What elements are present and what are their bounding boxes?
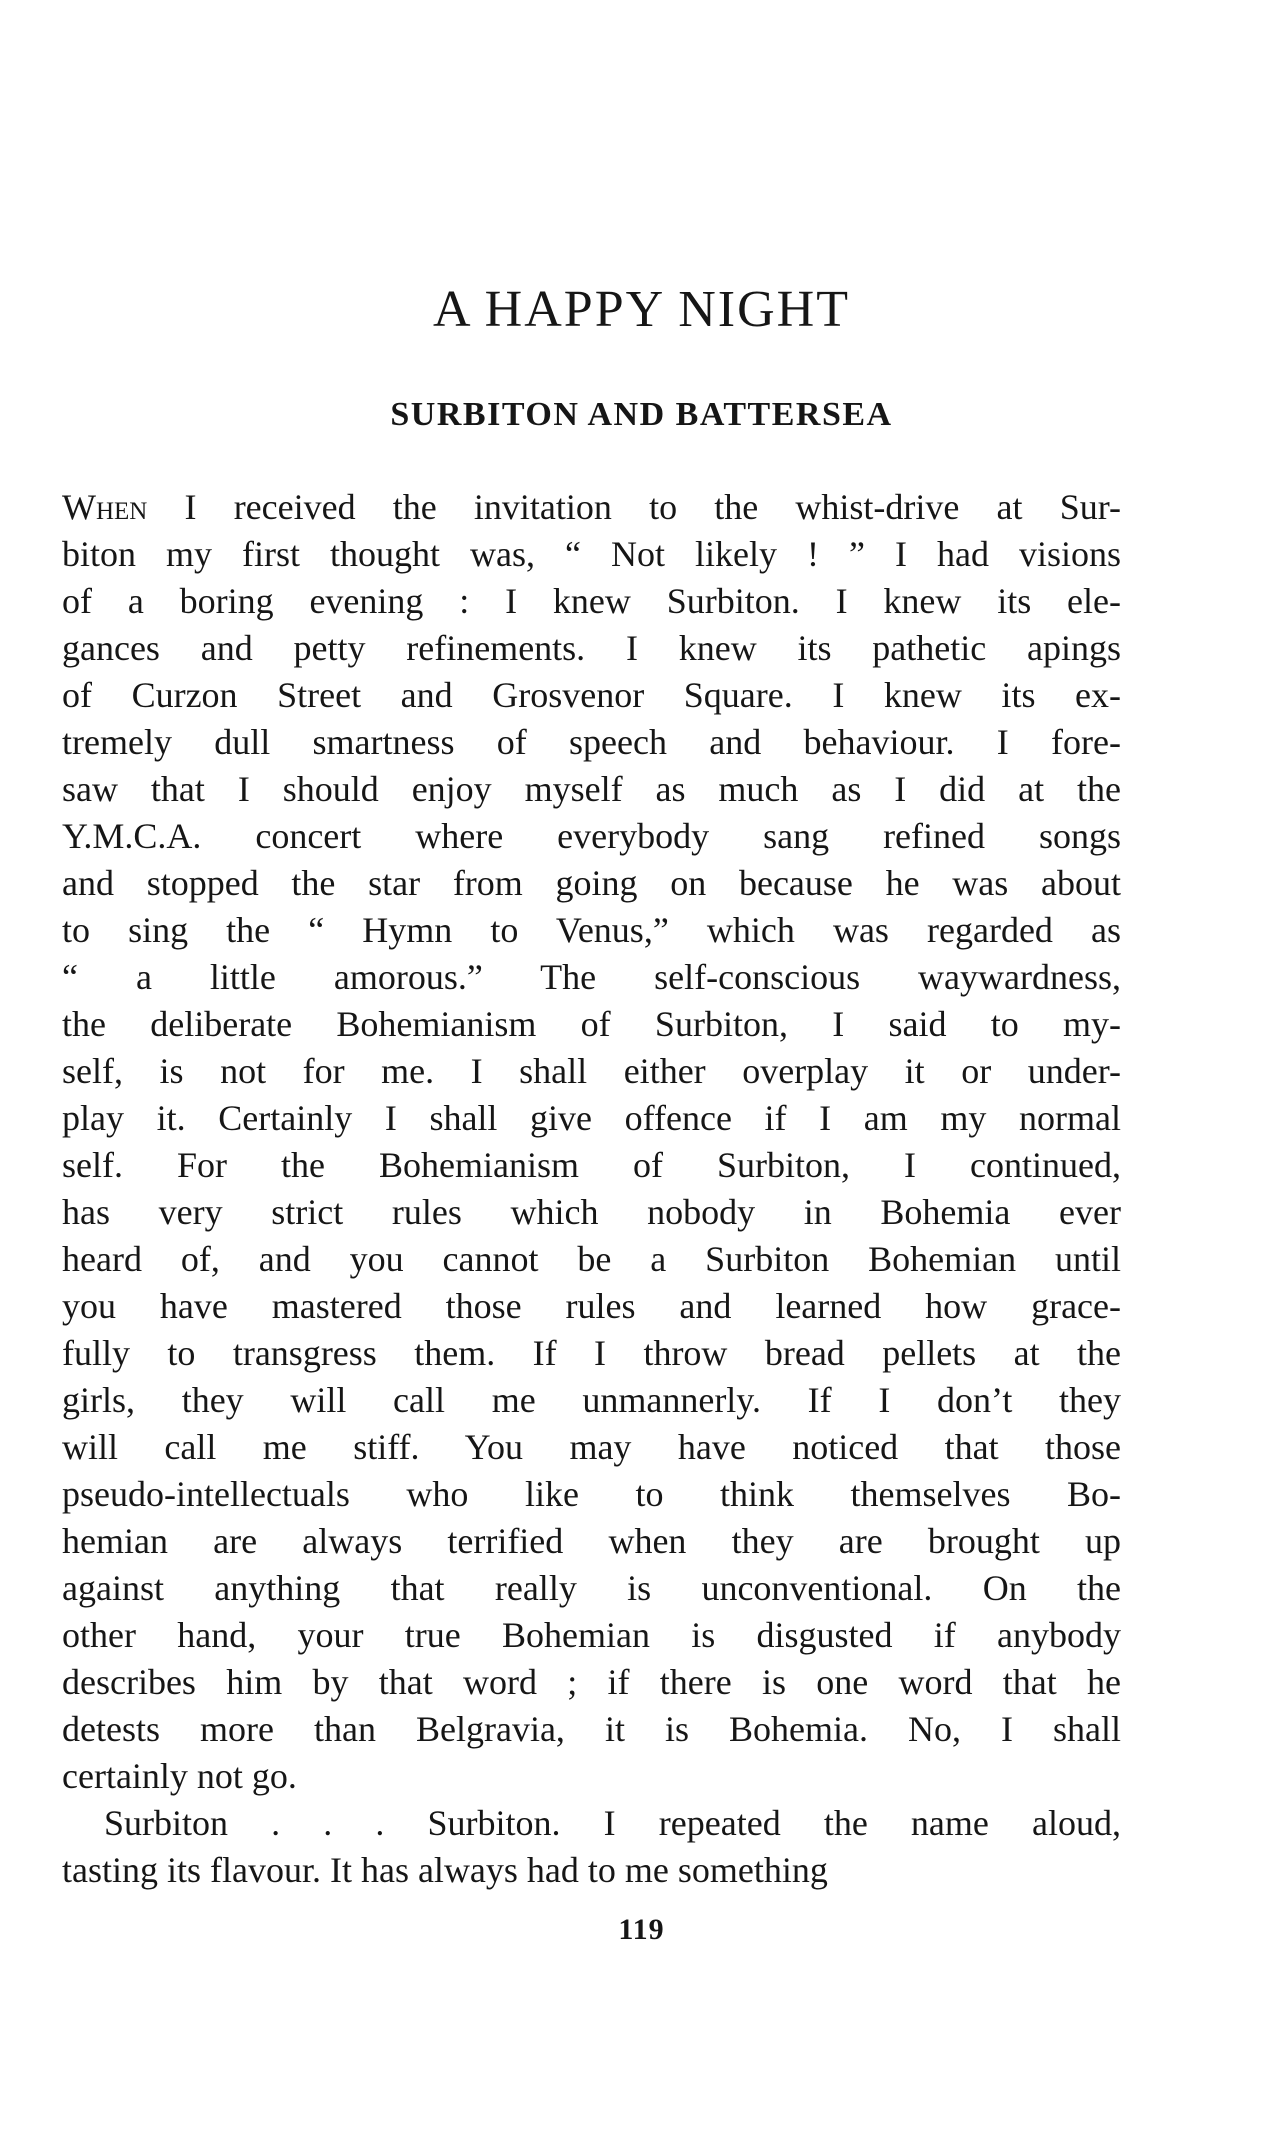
text-line: and stopped the star from going on because he was about [62, 863, 1121, 903]
text-line: certainly not go. [62, 1756, 297, 1796]
text-line: self, is not for me. I shall either overplay it or under- [62, 1051, 1121, 1091]
text-line: self. For the Bohemianism of Surbiton, I continued, [62, 1145, 1121, 1185]
text-line: “ a little amorous.” The self-conscious waywardness, [62, 957, 1121, 997]
chapter-title: A HAPPY NIGHT [433, 281, 850, 338]
text-line [62, 484, 1121, 531]
text-line: saw that I should enjoy myself as much as I did at the [62, 769, 1121, 809]
text-line: girls, they will call me unmannerly. If I don’t they [62, 1380, 1121, 1420]
text-line: pseudo-intellectuals who like to think themselves Bo- [62, 1474, 1121, 1514]
text-line: play it. Certainly I shall give offence if I am my normal [62, 1098, 1121, 1138]
text-line: hemian are always terrified when they are brought up [62, 1521, 1121, 1561]
text-line: against anything that really is unconventional. On the [62, 1568, 1121, 1608]
text-line: tremely dull smartness of speech and behaviour. I fore- [62, 722, 1121, 762]
text-line: of Curzon Street and Grosvenor Square. I knew its ex- [62, 675, 1121, 715]
paragraph-1 [62, 484, 1121, 1800]
text-line: heard of, and you cannot be a Surbiton Bohemian until [62, 1239, 1121, 1279]
text-line: other hand, your true Bohemian is disgusted if anybody [62, 1615, 1121, 1655]
text-line: of a boring evening : I knew Surbiton. I knew its ele- [62, 581, 1121, 621]
text-line: the deliberate Bohemianism of Surbiton, I said to my- [62, 1004, 1121, 1044]
line-text: I received the invitation to the whist-drive at Sur- [147, 487, 1121, 527]
text-line: to sing the “ Hymn to Venus,” which was regarded as [62, 910, 1121, 950]
text-line: Y.M.C.A. concert where everybody sang refined songs [62, 816, 1121, 856]
text-line: detests more than Belgravia, it is Bohemia. No, I shall [62, 1709, 1121, 1749]
text-line: describes him by that word ; if there is one word that he [62, 1662, 1121, 1702]
text-line: has very strict rules which nobody in Bohemia ever [62, 1192, 1121, 1232]
body-text [62, 484, 1121, 1894]
text-line: Surbiton . . . Surbiton. I repeated the name aloud, [104, 1803, 1121, 1843]
page-number: 119 [618, 1913, 665, 1946]
text-line: tasting its flavour. It has always had to me something [62, 1850, 828, 1890]
text-line: biton my first thought was, “ Not likely ! ” I had visions [62, 534, 1121, 574]
paragraph-2 [62, 1800, 1121, 1894]
text-line: fully to transgress them. If I throw bread pellets at the [62, 1333, 1121, 1373]
chapter-subtitle: SURBITON AND BATTERSEA [390, 396, 893, 433]
text-line: gances and petty refinements. I knew its pathetic apings [62, 628, 1121, 668]
drop-lead-word: When [62, 487, 148, 527]
text-line: you have mastered those rules and learned how grace- [62, 1286, 1121, 1326]
text-line: will call me stiff. You may have noticed that those [62, 1427, 1121, 1467]
